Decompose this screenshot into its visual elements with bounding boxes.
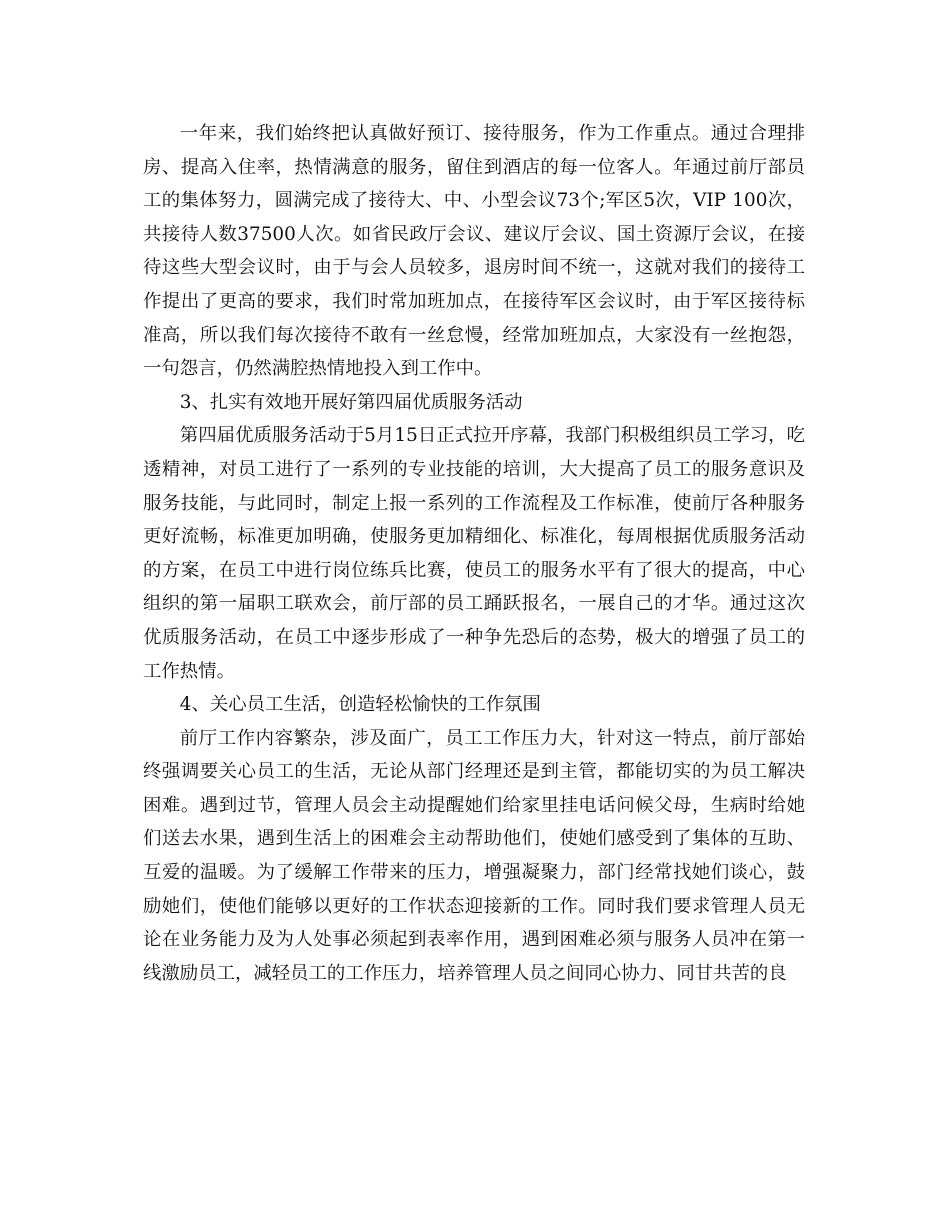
document-body	[143, 117, 805, 990]
section-heading-3: 3、扎实有效地开展好第四届优质服务活动	[179, 391, 523, 413]
paragraph-employee-care: 前厅工作内容繁杂，涉及面广，员工工作压力大，针对这一特点，前厅部始终强调要关心员工的生活，无论从部门经理还是到主管，都能切实的为员工解决困难。遇到过节，管理人员会主动提醒她们给家里挂电话问候父母，生病时给她们送去水果，遇到生活上的困难会主动帮助他们，使她们感受到了集体的互助、互爱的温暖。为了缓解工作带来的压力，增强凝聚力，部门经常找她们谈心，鼓励她们，使他们能够以更好的工作状态迎接新的工作。同时我们要求管理人员无论在业务能力及为人处事必须起到表率作用，遇到困难必须与服务人员冲在第一线激励员工，减轻员工的工作压力，培养管理人员之间同心协力、同甘共苦的良	[143, 727, 805, 984]
paragraph-reception-service: 一年来，我们始终把认真做好预订、接待服务，作为工作重点。通过合理排房、提高入住率，热情满意的服务，留住到酒店的每一位客人。年通过前厅部员工的集体努力，圆满完成了接待大、中、小型会议73个;军区5次，VIP 100次，共接待人数37500人次。如省民政厅会议、建议厅会议、国土资源厅会议，在接待这些大型会议时，由于与会人员较多，退房时间不统一，这就对我们的接待工作提出了更高的要求，我们时常加班加点，在接待军区会议时，由于军区接待标准高，所以我们每次接待不敢有一丝怠慢，经常加班加点，大家没有一丝抱怨，一句怨言，仍然满腔热情地投入到工作中。	[143, 123, 805, 380]
paragraph-quality-service: 第四届优质服务活动于5月15日正式拉开序幕，我部门积极组织员工学习，吃透精神，对员工进行了一系列的专业技能的培训，大大提高了员工的服务意识及服务技能，与此同时，制定上报一系列的工作流程及工作标准，使前厅各种服务更好流畅，标准更加明确，使服务更加精细化、标准化，每周根据优质服务活动的方案，在员工中进行岗位练兵比赛，使员工的服务水平有了很大的提高，中心组织的第一届职工联欢会，前厅部的员工踊跃报名，一展自己的才华。通过这次优质服务活动，在员工中逐步形成了一种争先恐后的态势，极大的增强了员工的工作热情。	[143, 425, 805, 682]
section-heading-4: 4、关心员工生活，创造轻松愉快的工作氛围	[179, 694, 541, 716]
